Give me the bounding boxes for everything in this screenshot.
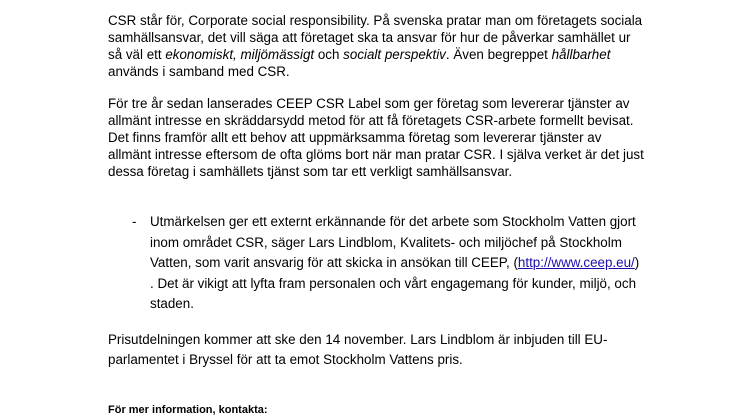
paragraph-csr-definition xyxy=(108,12,648,80)
p1-text-2: och xyxy=(314,47,344,62)
paragraph-award-ceremony: Prisutdelningen kommer att ske den 14 november. Lars Lindblom är inbjuden till EU-parlamentet i Bryssel för att ta emot Stockholm Vattens pris. xyxy=(108,332,608,367)
contact-heading: För mer information, kontakta: xyxy=(108,404,268,416)
p1-emphasis-2: socialt perspektiv xyxy=(343,47,446,62)
p1-emphasis-3: hållbarhet xyxy=(551,47,611,62)
ceep-link[interactable]: http://www.ceep.eu/ xyxy=(517,255,635,270)
quote-dash: - xyxy=(132,214,137,229)
quote-text-before: Utmärkelsen ger ett externt erkännande för det arbete som Stockholm Vatten gjort inom området CSR, säger Lars Lindblom, Kvalitets- och miljöchef på Stockholm Vatten, som varit ansvarig för att skicka in ansökan till CEEP, ( xyxy=(150,214,636,270)
paragraph-ceep-label: För tre år sedan lanserades CEEP CSR Label som ger företag som levererar tjänster av allmänt intresse en skräddarsydd metod för att få företagets CSR-arbete formellt bevisat. Det finns framför allt ett behov att uppmärksamma företag som levererar tjänster av allmänt intresse eftersom de ofta glöms bort när man pratar CSR. I själva verket är det just dessa företag i samhällets tjänst som tar ett verkligt samhällsansvar. xyxy=(108,96,644,179)
p1-text-4: används i samband med CSR. xyxy=(108,64,290,79)
quote-paragraph xyxy=(150,212,640,315)
quote-text-after: ) . Det är vikigt att lyfta fram personalen och vårt engagemang för kunder, miljö, och staden. xyxy=(150,255,640,311)
p1-text-1: CSR står för, Corporate social responsibility. På svenska pratar man om företagets sociala samhällsansvar, det vill säga att företaget ska ta ansvar för hur de påverkar samhället ur så väl ett xyxy=(108,13,643,62)
p1-emphasis-1: ekonomiskt, miljömässigt xyxy=(165,47,315,62)
p1-text-3: . Även begreppet xyxy=(445,47,552,62)
